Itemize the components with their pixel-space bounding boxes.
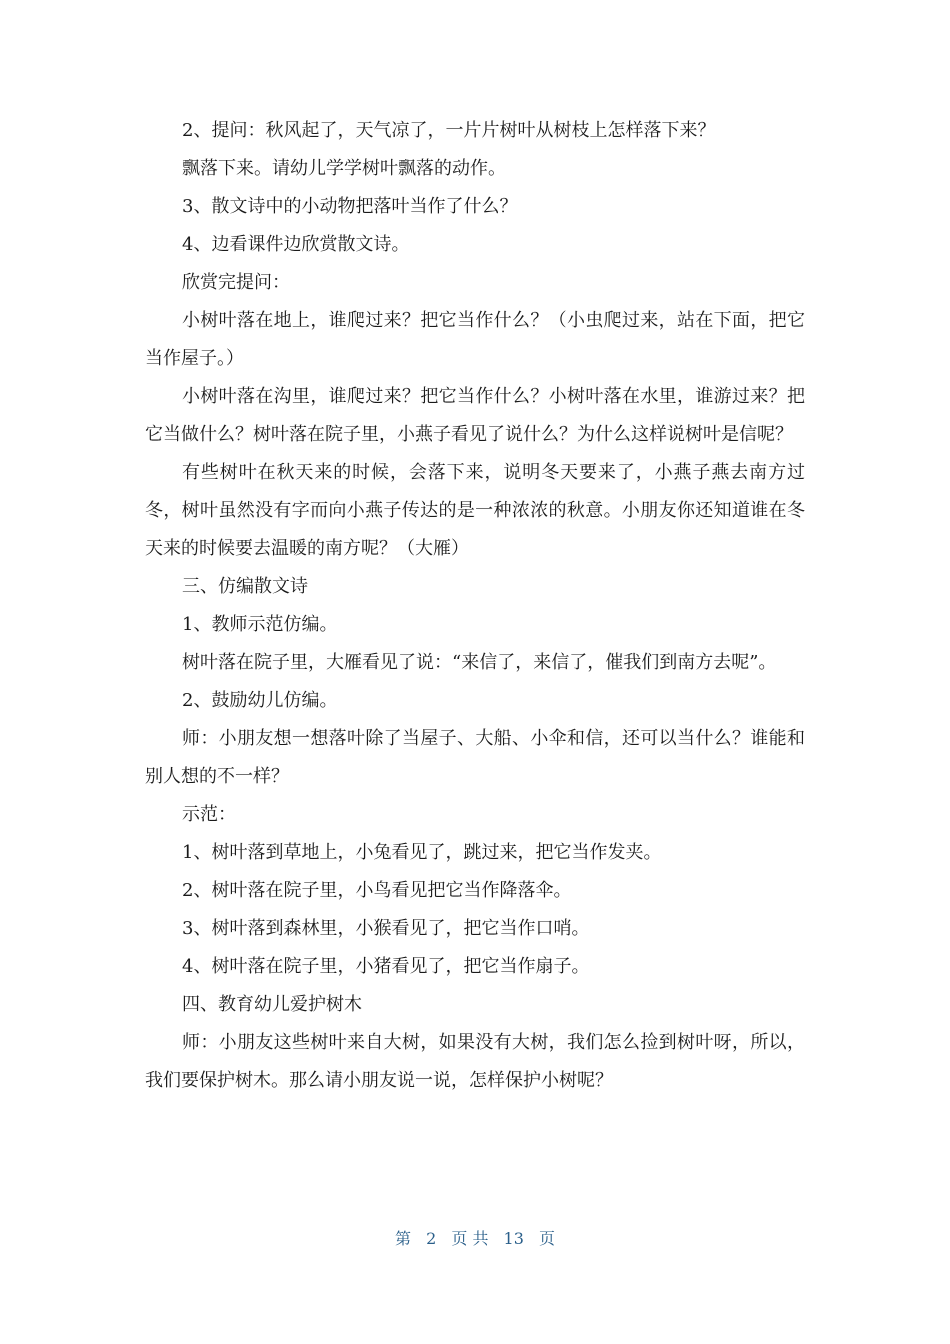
paragraph-17: 3、树叶落到森林里，小猴看见了，把它当作口哨。: [182, 918, 590, 939]
paragraph-8: 有些树叶在秋天来的时候，会落下来，说明冬天要来了，小燕子燕去南方过冬，树叶虽然没有字而向小燕子传达的是一种浓浓的秋意。小朋友你还知道谁在冬天来的时候要去温暖的南方呢？（大雁）: [145, 462, 805, 559]
footer-current-page: 2: [426, 1229, 437, 1248]
paragraph-7: 小树叶落在沟里，谁爬过来？把它当作什么？小树叶落在水里，谁游过来？把它当做什么？树叶落在院子里，小燕子看见了说什么？为什么这样说树叶是信呢？: [145, 386, 805, 445]
paragraph-18: 4、树叶落在院子里，小猪看见了，把它当作扇子。: [182, 956, 590, 977]
paragraph-14: 示范：: [182, 804, 236, 825]
paragraph-3: 3、散文诗中的小动物把落叶当作了什么？: [182, 196, 518, 217]
paragraph-20: 师：小朋友这些树叶来自大树，如果没有大树，我们怎么捡到树叶呀，所以，我们要保护树木。那么请小朋友说一说，怎样保护小树呢？: [145, 1032, 805, 1091]
paragraph-13: 师：小朋友想一想落叶除了当屋子、大船、小伞和信，还可以当什么？谁能和别人想的不一样？: [145, 728, 805, 787]
footer-middle: 页 共: [451, 1229, 489, 1248]
document-body: [145, 112, 805, 1100]
paragraph-6: 小树叶落在地上，谁爬过来？把它当作什么？（小虫爬过来，站在下面，把它当作屋子。）: [145, 310, 805, 369]
footer-prefix: 第: [394, 1229, 411, 1248]
footer-suffix: 页: [539, 1229, 556, 1248]
paragraph-1: 2、提问：秋风起了，天气凉了，一片片树叶从树枝上怎样落下来？: [182, 120, 716, 141]
paragraph-10: 1、教师示范仿编。: [182, 614, 338, 635]
section-heading-3: 三、仿编散文诗: [182, 576, 308, 597]
paragraph-11: 树叶落在院子里，大雁看见了说：“来信了，来信了，催我们到南方去呢”。: [182, 652, 777, 673]
footer-total-pages: 13: [503, 1229, 524, 1248]
paragraph-16: 2、树叶落在院子里，小鸟看见把它当作降落伞。: [182, 880, 572, 901]
paragraph-12: 2、鼓励幼儿仿编。: [182, 690, 338, 711]
section-heading-4: 四、教育幼儿爱护树木: [182, 994, 362, 1015]
paragraph-15: 1、树叶落到草地上，小兔看见了，跳过来，把它当作发夹。: [182, 842, 662, 863]
paragraph-5: 欣赏完提问：: [182, 272, 290, 293]
paragraph-2: 飘落下来。请幼儿学学树叶飘落的动作。: [182, 158, 506, 179]
page-footer: [0, 1226, 950, 1249]
paragraph-4: 4、边看课件边欣赏散文诗。: [182, 234, 410, 255]
